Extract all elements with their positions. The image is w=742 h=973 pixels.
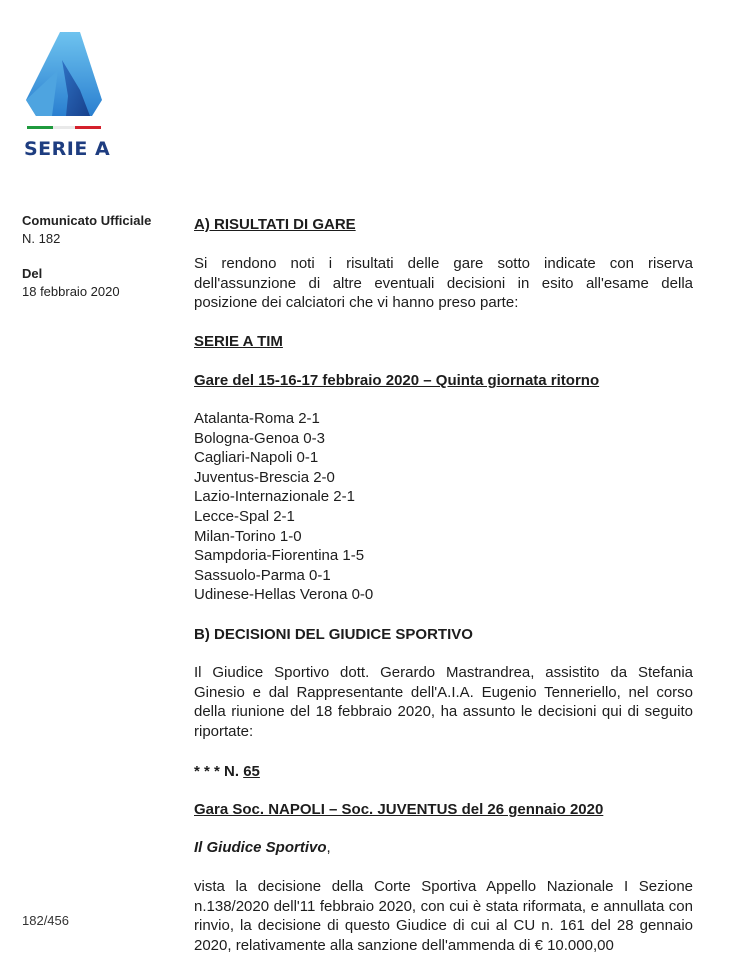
list-item: Udinese-Hellas Verona 0-0 xyxy=(194,586,374,604)
list-item: Bologna-Genoa 0-3 xyxy=(194,429,325,447)
round-heading: Gare del 15-16-17 febbraio 2020 – Quinta giornata ritorno xyxy=(194,372,600,389)
decision-number: * * * N. 65 xyxy=(194,763,260,780)
date-info xyxy=(22,265,120,301)
logo-wordmark: SERIE A xyxy=(24,138,111,160)
del-date: 18 febbraio 2020 xyxy=(22,284,120,299)
section-a-intro: Si rendono noti i risultati delle gare sotto indicate con riserva dell'assunzione di altre eventuali decisioni in esito all'esame della posizione dei calciatori che vi hanno preso parte: xyxy=(194,255,693,311)
comunicato-number: N. 182 xyxy=(22,231,61,246)
list-item: Lecce-Spal 2-1 xyxy=(194,507,295,525)
list-item: Cagliari-Napoli 0-1 xyxy=(194,449,319,467)
list-item: Milan-Torino 1-0 xyxy=(194,527,302,545)
comunicato-label: Comunicato Ufficiale xyxy=(22,213,152,228)
list-item: Atalanta-Roma 2-1 xyxy=(194,410,320,427)
giudice-heading: Il Giudice Sportivo, xyxy=(194,839,331,856)
del-label: Del xyxy=(22,266,43,281)
league-heading: SERIE A TIM xyxy=(194,333,283,350)
decision-paragraph: vista la decisione della Corte Sportiva Appello Nazionale I Sezione n.138/2020 dell'11 febbraio 2020, con cui è stata riformata, e annullata con rinvio, la decisione di questo Giudice di cui al CU n. 161 del 28 gennaio 2020, relativamente alla sanzione dell'ammenda di € 10.000,00 xyxy=(194,878,693,954)
comunicato-info xyxy=(22,212,151,248)
list-item: Sampdoria-Fiorentina 1-5 xyxy=(194,547,365,565)
list-item: Juventus-Brescia 2-0 xyxy=(194,468,335,486)
results-list xyxy=(194,409,693,605)
serie-a-logo xyxy=(22,30,106,140)
section-b-intro: Il Giudice Sportivo dott. Gerardo Mastrandrea, assistito da Stefania Ginesio e dal Rappresentante dell'A.I.A. Eugenio Tenneriello, nel corso della riunione del 18 febbraio 2020, ha assunto le decisioni qui di seguito riportate: xyxy=(194,664,693,740)
serie-a-logo-icon xyxy=(22,30,106,140)
section-a-heading: A) RISULTATI DI GARE xyxy=(194,216,356,233)
section-b-heading: B) DECISIONI DEL GIUDICE SPORTIVO xyxy=(194,626,473,643)
page-counter: 182/456 xyxy=(22,913,69,928)
match-heading: Gara Soc. NAPOLI – Soc. JUVENTUS del 26 gennaio 2020 xyxy=(194,801,604,818)
list-item: Lazio-Internazionale 2-1 xyxy=(194,488,355,506)
list-item: Sassuolo-Parma 0-1 xyxy=(194,566,331,584)
